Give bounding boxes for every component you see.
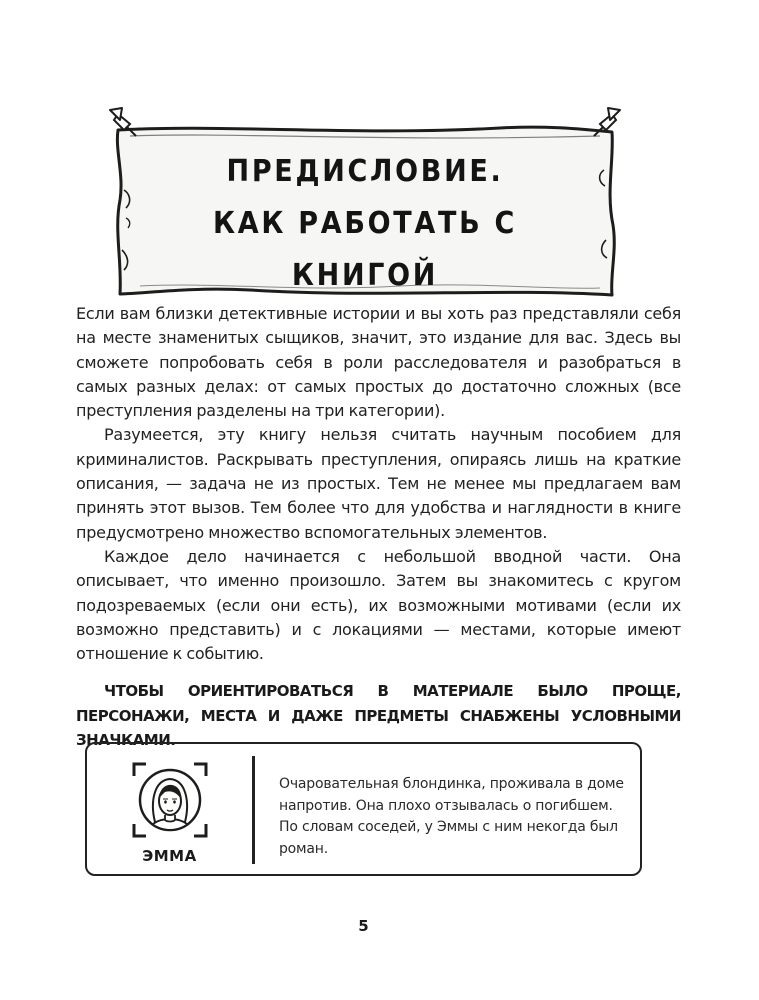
character-description: Очаровательная блондинка, проживала в доме напротив. Она плохо отзывалась о погибшем. По словам соседей, у Эммы с ним некогда был роман. bbox=[279, 776, 624, 857]
title-line-2: КАК РАБОТАТЬ С КНИГОЙ bbox=[212, 206, 517, 293]
body-text bbox=[76, 302, 681, 666]
title-line-1: ПРЕДИСЛОВИЕ. bbox=[226, 154, 504, 189]
title-banner bbox=[100, 100, 630, 300]
page-title bbox=[181, 146, 550, 302]
character-name: ЭММА bbox=[142, 847, 197, 865]
paragraph-1: Если вам близки детективные истории и вы хоть раз представляли себя на месте знаменитых сыщиков, значит, это издание для вас. Здесь вы сможете попробовать себя в роли расследователя и разобраться в самых разных делах: от самых простых до достаточно сложных (все преступления разделены на три категории). bbox=[76, 304, 681, 421]
highlight-note: ЧТОБЫ ОРИЕНТИРОВАТЬСЯ В МАТЕРИАЛЕ БЫЛО ПРОЩЕ, ПЕРСОНАЖИ, МЕСТА И ДАЖЕ ПРЕДМЕТЫ СНАБЖЕНЫ УСЛОВНЫМИ ЗНАЧКАМИ. bbox=[76, 682, 681, 749]
page-number: 5 bbox=[358, 917, 369, 935]
paragraph-2: Разумеется, эту книгу нельзя считать научным пособием для криминалистов. Раскрывать преступления, опираясь лишь на краткие описания, — задача не из простых. Тем не менее мы предлагаем вам принять этот вызов. Тем более что для удобства и наглядности в книге предусмотрено множество вспомогательных элементов. bbox=[76, 425, 681, 542]
paragraph-3: Каждое дело начинается с небольшой вводной части. Она описывает, что именно произошло. Затем вы знакомитесь с кругом подозреваемых (если они есть), их возможными мотивами (если их возможно представить) и с локациями — местами, которые имеют отношение к событию. bbox=[76, 546, 681, 664]
card-divider bbox=[252, 756, 255, 864]
woman-portrait-icon bbox=[132, 762, 208, 842]
character-card bbox=[85, 742, 642, 876]
